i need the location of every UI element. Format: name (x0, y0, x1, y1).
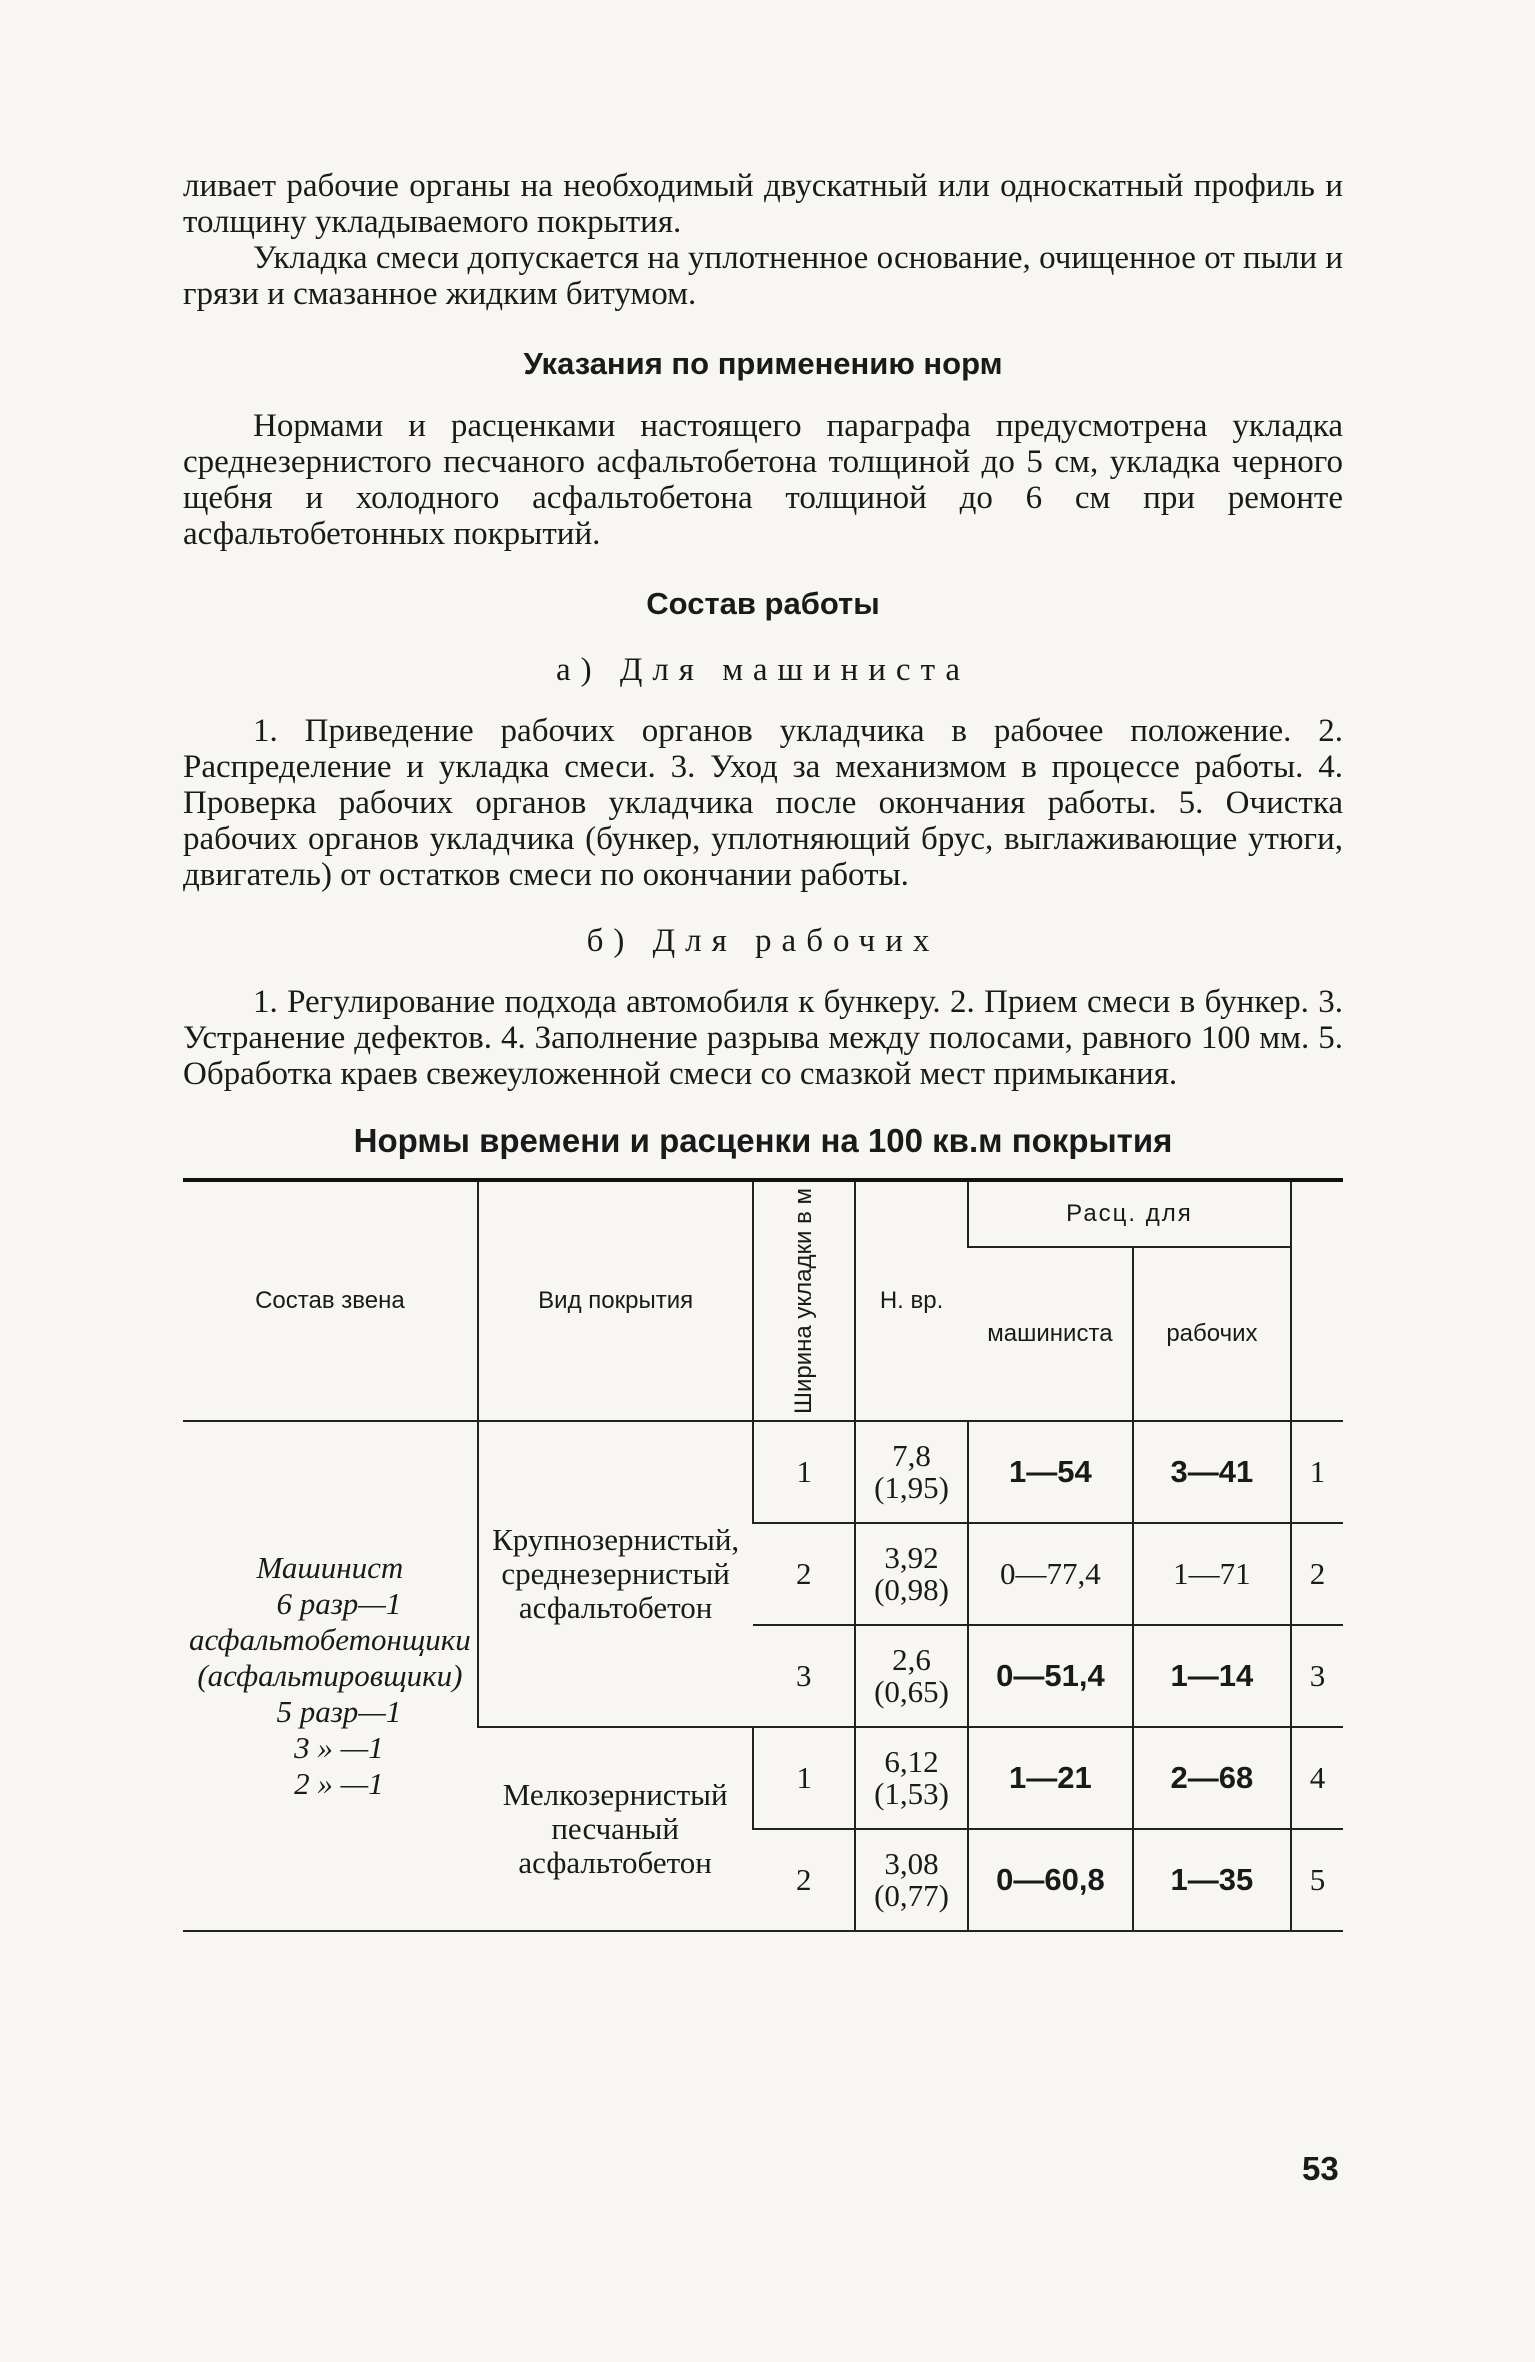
row-number-cell: 3 (1291, 1625, 1343, 1727)
width-cell: 1 (753, 1727, 855, 1829)
width-cell: 2 (796, 1862, 812, 1898)
header-cover: Вид покрытия (478, 1180, 754, 1421)
machinist-rate-cell: 0—77,4 (968, 1523, 1133, 1625)
page (183, 168, 1343, 1932)
header-time: Н. вр. (855, 1180, 968, 1421)
header-crew: Состав звена (255, 1287, 405, 1315)
crew-line: 6 разр—1 (276, 1586, 402, 1622)
crew-line: асфальтобетонщики (асфальтировщики) (189, 1622, 471, 1694)
header-width (753, 1180, 855, 1421)
time-value: 7,8 (892, 1438, 931, 1474)
intro-paragraph-1: ливает рабочие органы на необходимый двускатный или односкатный профиль и толщину укладываемого покрытия. (183, 168, 1343, 240)
width-cell: 1 (753, 1421, 855, 1523)
row-number-cell: 4 (1291, 1727, 1343, 1829)
crew-line: 2 » —1 (294, 1766, 384, 1802)
workers-rate-cell: 3—41 (1133, 1421, 1291, 1523)
time-sub-value: (0,98) (874, 1572, 949, 1608)
norms-paragraph: Нормами и расценками настоящего параграфа предусмотрена укладка среднезернистого песчаного асфальтобетона толщиной до 5 см, укладка черного щебня и холодного асфальтобетона толщиной до 6 см при ремонте асфальтобетонных покрытий. (183, 408, 1343, 552)
header-machinist: машиниста (987, 1319, 1113, 1347)
norms-table (183, 1178, 1343, 1932)
time-value: 3,92 (884, 1540, 939, 1576)
cover-coarse: Крупнозернистый, среднезернистый асфальтобетон (478, 1421, 754, 1727)
time-cell (855, 1727, 968, 1829)
time-value: 2,6 (892, 1642, 931, 1678)
work-heading: Состав работы (646, 586, 880, 621)
norms-heading: Указания по применению норм (523, 346, 1003, 381)
machinist-rate-cell: 1—21 (968, 1727, 1133, 1829)
intro-paragraph-2: Укладка смеси допускается на уплотненное основание, очищенное от пыли и грязи и смазанное жидким битумом. (183, 240, 1343, 312)
time-sub-value: (0,65) (874, 1674, 949, 1710)
width-cell: 3 (796, 1658, 812, 1694)
workers-rate-cell: 1—14 (1133, 1625, 1291, 1727)
crew-line: 3 » —1 (294, 1730, 384, 1766)
header-width-label: Ширина укладки в м (790, 1188, 818, 1415)
machinist-rate-cell: 1—54 (968, 1421, 1133, 1523)
time-sub-value: (1,95) (874, 1470, 949, 1506)
row-number-cell: 2 (1291, 1523, 1343, 1625)
header-workers: рабочих (1133, 1247, 1291, 1421)
time-sub-value: (1,53) (874, 1776, 949, 1812)
work-paragraph-a: 1. Приведение рабочих органов укладчика в рабочее положение. 2. Распределение и укладка смеси. 3. Уход за механизмом в процессе работы. 4. Проверка рабочих органов укладчика после окончания работы. 5. Очистка рабочих органов укладчика (бункер, уплотняющий брус, выглаживающие утюги, двигатель) от остатков смеси по окончании работы. (183, 713, 1343, 893)
machinist-rate-cell: 0—60,8 (968, 1829, 1133, 1931)
table-row (183, 1421, 1343, 1523)
work-subheading-b: б) Для рабочих (586, 923, 940, 959)
time-cell (855, 1421, 968, 1523)
row-number-cell: 1 (1291, 1421, 1343, 1523)
work-paragraph-b: 1. Регулирование подхода автомобиля к бункеру. 2. Прием смеси в бункер. 3. Устранение дефектов. 4. Заполнение разрыва между полосами, равного 100 мм. 5. Обработка краев свежеуложенной смеси со смазкой мест примыкания. (183, 984, 1343, 1092)
time-cell (855, 1625, 968, 1727)
header-number (1291, 1180, 1343, 1421)
cover-fine: Мелкозернистый песчаный асфальтобетон (502, 1777, 728, 1881)
header-rate: Расц. для (968, 1180, 1291, 1247)
crew-cell (183, 1421, 478, 1931)
time-value: 3,08 (884, 1846, 939, 1882)
time-value: 6,12 (884, 1744, 939, 1780)
workers-rate-cell: 2—68 (1133, 1727, 1291, 1829)
time-sub-value: (0,77) (874, 1878, 949, 1914)
width-cell: 2 (796, 1556, 812, 1592)
page-number: 53 (1302, 2150, 1339, 2187)
crew-line: Машинист (256, 1550, 404, 1586)
table-title: Нормы времени и расценки на 100 кв.м покрытия (353, 1122, 1173, 1159)
machinist-rate-cell: 0—51,4 (968, 1625, 1133, 1727)
time-cell (855, 1829, 968, 1931)
work-subheading-a: а) Для машиниста (555, 652, 971, 688)
workers-rate-cell: 1—71 (1133, 1523, 1291, 1625)
crew-line: 5 разр—1 (276, 1694, 402, 1730)
time-cell (855, 1523, 968, 1625)
workers-rate-cell: 1—35 (1133, 1829, 1291, 1931)
row-number-cell: 5 (1291, 1829, 1343, 1931)
